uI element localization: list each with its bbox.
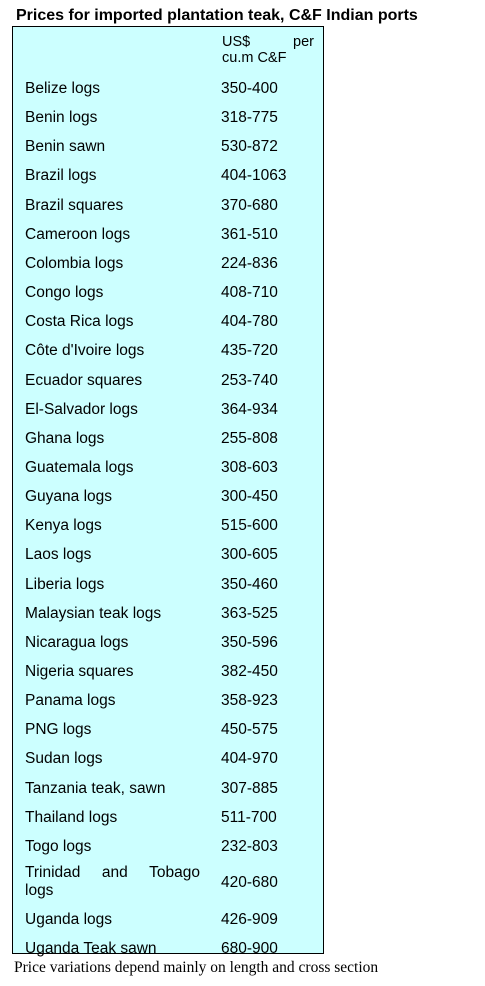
table-row — [13, 570, 323, 599]
row-price: 426-909 — [221, 911, 278, 929]
row-price: 404-970 — [221, 750, 278, 768]
row-origin: El-Salvador logs — [25, 400, 138, 418]
row-price: 382-450 — [221, 663, 278, 680]
row-price: 408-710 — [221, 284, 278, 302]
table-row — [13, 453, 323, 482]
table-row — [13, 307, 323, 336]
row-price: 350-400 — [221, 80, 278, 97]
row-origin: Togo logs — [25, 837, 92, 855]
row-price: 350-460 — [221, 575, 278, 593]
table-row — [13, 103, 323, 132]
row-origin: PNG logs — [25, 721, 92, 739]
row-origin: Brazil squares — [25, 196, 124, 214]
table-row — [13, 366, 323, 395]
row-price: 358-923 — [221, 692, 278, 710]
row-origin: Belize logs — [25, 80, 100, 97]
row-origin: Sudan logs — [25, 750, 103, 768]
unit-per: per — [293, 34, 314, 50]
row-origin: Tanzania teak, sawn — [25, 779, 166, 797]
row-price: 300-605 — [221, 546, 278, 564]
row-origin: Cameroon logs — [25, 225, 131, 243]
footnote: Price variations depend mainly on length and cross section — [14, 959, 379, 976]
row-price: 253-740 — [221, 371, 278, 389]
unit-currency: US$ — [222, 34, 251, 50]
row-origin-word: Trinidad — [25, 864, 81, 882]
row-price: 363-525 — [221, 604, 278, 622]
row-price: 364-934 — [221, 400, 278, 418]
row-origin: Thailand logs — [25, 808, 118, 826]
row-price: 300-450 — [221, 488, 278, 506]
row-price: 404-780 — [221, 313, 278, 331]
table-row — [13, 905, 323, 934]
row-origin: Côte d'Ivoire logs — [25, 342, 145, 360]
unit-measure: cu.m C&F — [222, 50, 287, 66]
row-price: 224-836 — [221, 254, 278, 272]
row-price: 370-680 — [221, 196, 278, 214]
table-row — [13, 191, 323, 220]
table-row — [13, 657, 323, 686]
row-origin: Brazil logs — [25, 167, 97, 185]
table-row — [13, 628, 323, 657]
row-origin: Nicaragua logs — [25, 633, 129, 651]
row-origin: Uganda logs — [25, 911, 113, 929]
row-price: 318-775 — [221, 109, 278, 127]
row-origin: Guatemala logs — [25, 458, 134, 476]
table-row — [13, 540, 323, 569]
row-origin-word: and — [101, 864, 128, 882]
row-price: 404-1063 — [221, 167, 287, 185]
row-price: 511-700 — [221, 808, 277, 826]
row-origin: Colombia logs — [25, 254, 124, 272]
table-row — [13, 132, 323, 161]
price-table — [12, 26, 324, 958]
row-price: 680-900 — [221, 940, 278, 958]
row-price: 308-603 — [221, 458, 278, 476]
row-price: 350-596 — [221, 633, 278, 651]
row-origin: Malaysian teak logs — [25, 604, 162, 622]
row-origin: Uganda Teak sawn — [25, 940, 157, 958]
row-price: 420-680 — [221, 874, 278, 892]
row-origin: Costa Rica logs — [25, 313, 134, 331]
row-price: 361-510 — [221, 225, 278, 243]
table-row — [13, 161, 323, 190]
row-origin: Laos logs — [25, 546, 92, 564]
table-row — [13, 774, 323, 803]
row-origin-line1 — [25, 864, 200, 882]
row-origin: Panama logs — [25, 692, 116, 710]
row-origin: Nigeria squares — [25, 663, 134, 680]
page-title: Prices for imported plantation teak, C&F Indian ports — [16, 7, 418, 24]
row-origin: Ecuador squares — [25, 371, 143, 389]
table-row — [13, 715, 323, 744]
table-row — [13, 861, 323, 905]
table-row — [13, 803, 323, 832]
unit-header-line1 — [222, 34, 314, 50]
table-row — [13, 395, 323, 424]
table-row — [13, 278, 323, 307]
table-row — [13, 220, 323, 249]
row-price: 530-872 — [221, 138, 278, 156]
row-origin: Benin sawn — [25, 138, 106, 156]
row-price: 232-803 — [221, 837, 278, 855]
row-price: 307-885 — [221, 779, 278, 797]
row-origin — [25, 861, 200, 908]
table-row — [13, 686, 323, 715]
row-origin: Congo logs — [25, 284, 104, 302]
row-price: 515-600 — [221, 517, 278, 535]
row-price: 435-720 — [221, 342, 278, 360]
row-origin-line2: logs — [25, 882, 54, 900]
table-row — [13, 832, 323, 861]
row-origin: Kenya logs — [25, 517, 102, 535]
row-origin-word: Tobago — [149, 864, 200, 882]
table-row — [13, 511, 323, 540]
row-price: 450-575 — [221, 721, 278, 739]
row-origin: Guyana logs — [25, 488, 113, 506]
unit-header — [222, 34, 314, 66]
row-origin: Liberia logs — [25, 575, 105, 593]
table-row — [13, 74, 323, 103]
table-row — [13, 482, 323, 511]
table-row — [13, 336, 323, 365]
table-row — [13, 599, 323, 628]
row-origin: Ghana logs — [25, 429, 105, 447]
row-origin: Benin logs — [25, 109, 98, 127]
table-row — [13, 249, 323, 278]
row-price: 255-808 — [221, 429, 278, 447]
table-row — [13, 744, 323, 773]
table-row — [13, 424, 323, 453]
